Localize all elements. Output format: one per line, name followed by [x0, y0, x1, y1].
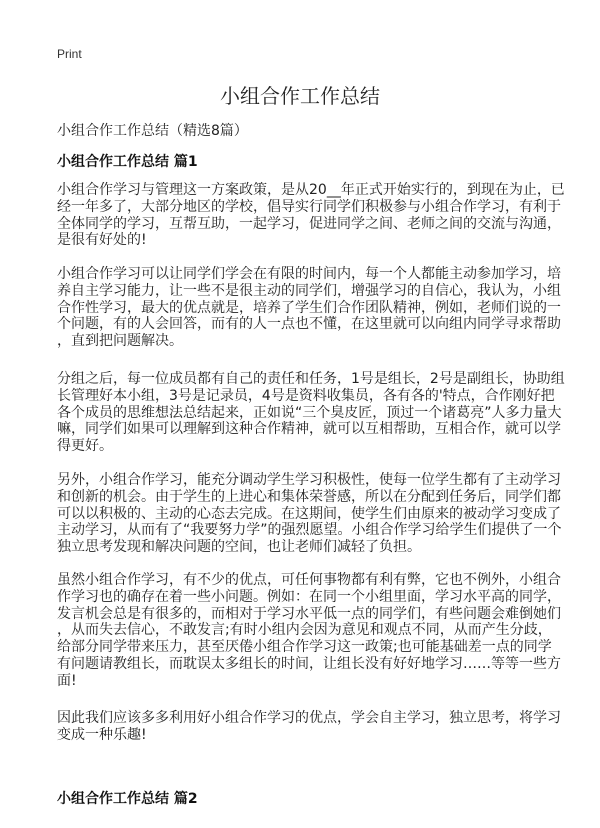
document-title: 小组合作工作总结 [220, 84, 380, 108]
paragraph-line: 小组合作学习与管理这一方案政策，是从20__年正式开始实行的，到现在为止，已 [57, 182, 565, 198]
paragraph-line: 长管理好本小组，3号是记录员，4号是资料收集员，各有各的'特点，合作刚好把 [57, 387, 555, 404]
paragraph-line: 全体同学的学习，互帮互助，一起学习，促进同学之间、老师之间的交流与沟通， [57, 215, 561, 232]
paragraph-line: 主动学习，从而有了“我要努力学”的强烈愿望。小组合作学习给学生们提供了一个 [57, 522, 562, 539]
paragraph-line: 发言机会总是有很多的，而相对于学习水平低一点的同学们，有些问题会难倒她们 [57, 605, 561, 622]
paragraph-6 [57, 710, 561, 744]
paragraph-1 [57, 182, 565, 249]
paragraph-line: 作学习也的确存在着一些小问题。例如：在同一个小组里面，学习水平高的同学， [57, 588, 561, 605]
paragraph-line: 各个成员的思维想法总结起来，正如说“三个臭皮匠，顶过一个诸葛亮”人多力量大 [57, 404, 562, 421]
paragraph-line: 个问题，有的人会回答，而有的人一点也不懂，在这里就可以向组内同学寻求帮助 [57, 316, 561, 333]
paragraph-line: 有问题请教组长，而耽误太多组长的时间，让组长没有好好地学习……等等一些方 [57, 655, 561, 672]
paragraph-line: 虽然小组合作学习，有不少的优点，可任何事物都有利有弊，它也不例外，小组合 [57, 572, 561, 588]
paragraph-line: ，从而失去信心，不敢发言;有时小组内会因为意见和观点不同，从而产生分歧， [57, 622, 552, 639]
paragraph-line: 分组之后，每一位成员都有自己的责任和任务，1号是组长，2号是副组长，协助组 [57, 371, 565, 387]
paragraph-line: ，直到把问题解决。 [57, 333, 183, 350]
paragraph-line: 经一年多了，大部分地区的学校，倡导实行同学们积极参与小组合作学习，有利于 [57, 198, 561, 215]
paragraph-line: 和创新的机会。由于学生的上进心和集体荣誉感，所以在分配到任务后，同学们都 [57, 488, 561, 505]
paragraph-2 [57, 266, 561, 350]
paragraph-line: 小组合作学习可以让同学们学会在有限的时间内，每一个人都能主动参加学习，培 [57, 266, 561, 282]
paragraph-line: 独立思考发现和解决问题的空间，也让老师们减轻了负担。 [57, 539, 421, 556]
section-heading-2: 小组合作工作总结 篇2 [57, 791, 198, 807]
paragraph-5 [57, 572, 561, 690]
print-link[interactable]: Print [57, 47, 82, 61]
paragraph-4 [57, 472, 562, 556]
paragraph-3 [57, 371, 565, 455]
paragraph-line: 面! [57, 672, 77, 689]
paragraph-line: 可以以积极的、主动的心态去完成。在这期间，使学生们由原来的被动学习变成了 [57, 505, 561, 522]
paragraph-line: 合作性学习，最大的优点就是，培养了学生们合作团队精神，例如，老师们说的一 [57, 299, 561, 316]
paragraph-line: 嘛，同学们如果可以理解到这种合作精神，就可以互相帮助，互相合作，就可以学 [57, 421, 561, 438]
paragraph-line: 给部分同学带来压力，甚至厌倦小组合作学习这一政策;也可能基础差一点的同学 [57, 639, 552, 656]
paragraph-line: 养自主学习能力，让一些不是很主动的同学们，增强学习的自信心，我认为，小组 [57, 282, 561, 299]
paragraph-line: 另外，小组合作学习，能充分调动学生学习积极性，使每一位学生都有了主动学习 [57, 472, 561, 488]
document-subtitle: 小组合作工作总结（精选8篇） [57, 123, 248, 139]
paragraph-line: 得更好。 [57, 438, 113, 455]
section-heading-1: 小组合作工作总结 篇1 [57, 154, 198, 170]
paragraph-line: 变成一种乐趣! [57, 726, 147, 743]
paragraph-line: 是很有好处的! [57, 232, 147, 249]
paragraph-line: 因此我们应该多多利用好小组合作学习的优点，学会自主学习，独立思考，将学习 [57, 710, 561, 726]
